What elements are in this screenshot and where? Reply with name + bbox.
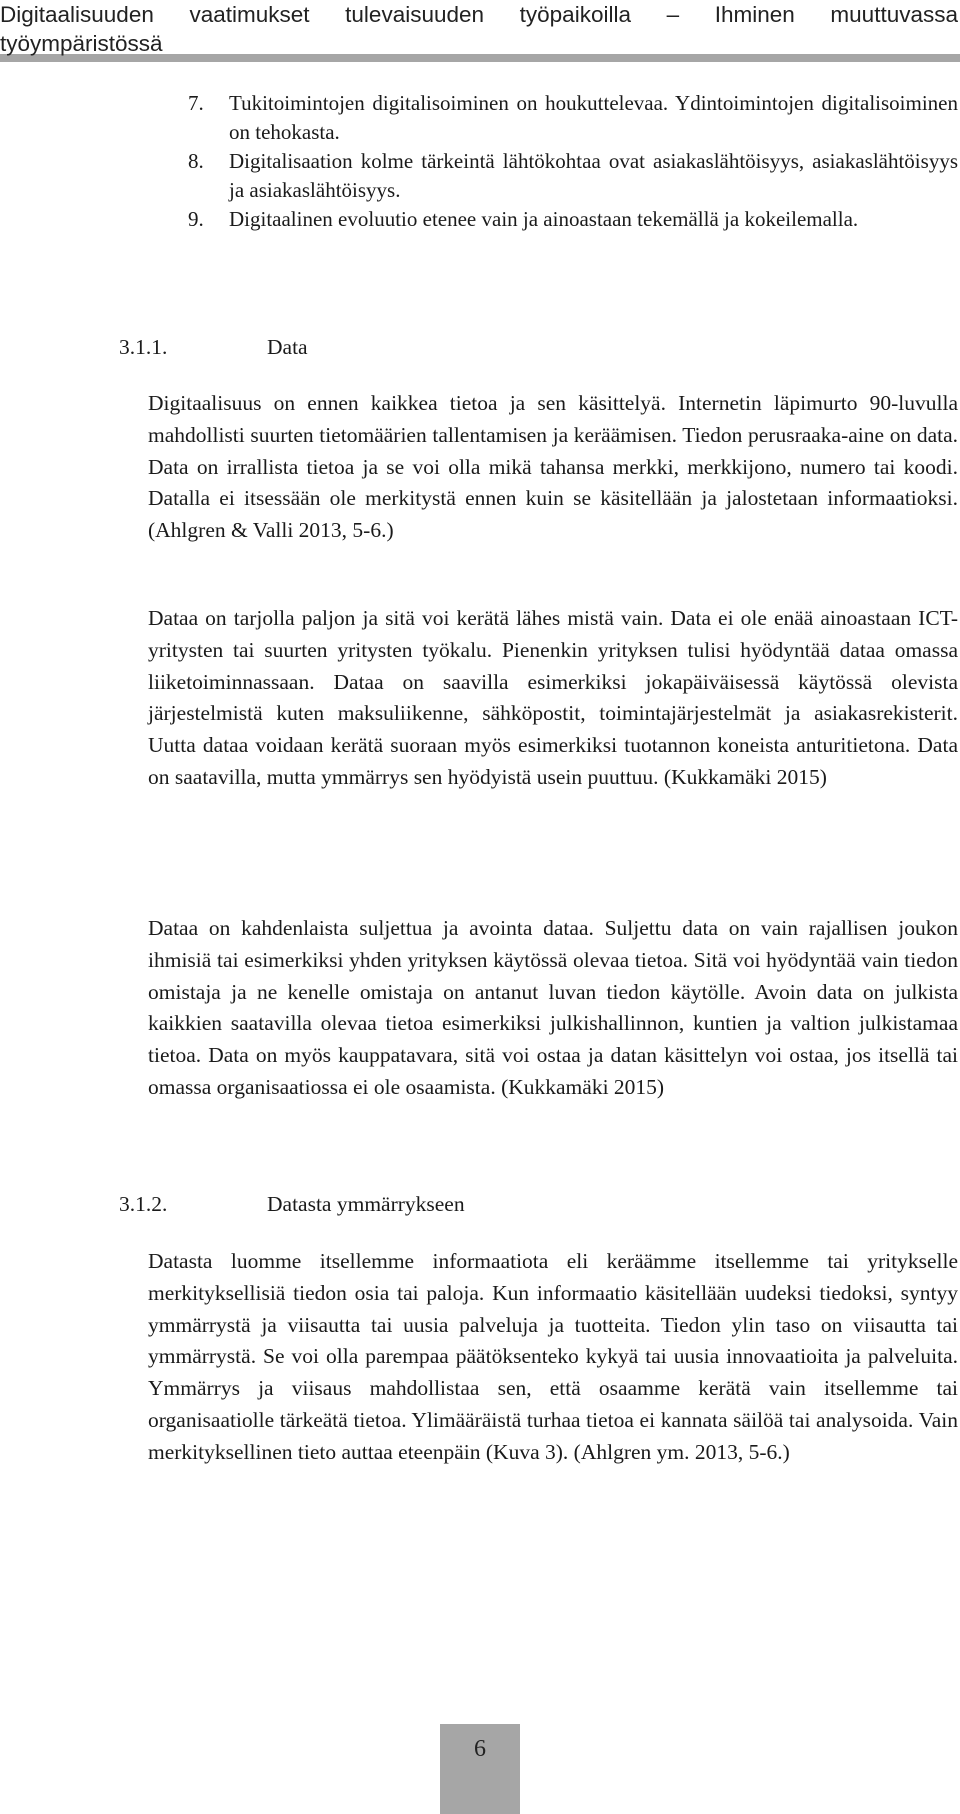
section-heading-data — [119, 333, 308, 362]
list-item-number: 9. — [188, 207, 204, 231]
list-item — [188, 147, 958, 205]
list-item — [188, 89, 958, 147]
running-header — [0, 0, 960, 62]
list-item-text: Digitaalinen evoluutio etenee vain ja ainoastaan tekemällä ja kokeilemalla. — [229, 207, 859, 231]
paragraph: Dataa on tarjolla paljon ja sitä voi kerätä lähes mistä vain. Data ei ole enää ainoastaan ICT-yritysten tai suurten yritysten työkalu. Pienenkin yrityksen tulisi hyödyntää dataa omassa liiketoiminnassaan. Dataa on saavilla esimerkiksi jokapäiväisessä käytössä olevista järjestelmistä kuten maksuliikenne, sähköpostit, toimintajärjestelmät ja asiakasrekisterit. Uutta dataa voidaan kerätä suoraan myös esimerkiksi tuotannon koneista anturitietona. Data on saatavilla, mutta ymmärrys sen hyödyistä usein puuttuu. (Kukkamäki 2015) — [148, 606, 958, 789]
header-word: muuttuvassa — [830, 2, 958, 27]
list-item-text: Tukitoimintojen digitalisoiminen on houkuttelevaa. Ydintoimintojen digitalisoiminen on tehokasta. — [229, 91, 958, 144]
header-word: – — [666, 2, 680, 27]
list-item-text: Digitalisaation kolme tärkeintä lähtökohtaa ovat asiakaslähtöisyys, asiakaslähtöisyys ja asiakaslähtöisyys. — [229, 149, 958, 202]
header-word: vaatimukset — [189, 2, 310, 27]
page-number-box — [440, 1724, 520, 1814]
paragraph: Digitaalisuus on ennen kaikkea tietoa ja sen käsittelyä. Internetin läpimurto 90-luvulla mahdollisti suurten tietomäärien tallentamisen ja keräämisen. Tiedon perusraaka-aine on data. Data on irrallista tietoa ja se voi olla mikä tahansa merkki, merkkijono, numero tai koodi. Datalla ei itsessään ole merkitystä ennen kuin se käsitellään ja jalostetaan informaatioksi. (Ahlgren & Valli 2013, 5-6.) — [148, 391, 958, 543]
section-title: Datasta ymmärrykseen — [267, 1192, 465, 1216]
paragraph: Datasta luomme itsellemme informaatiota eli keräämme itsellemme tai yritykselle merkityksellisiä tiedon osia tai paloja. Kun informaatio käsitellään uudeksi tiedoksi, syntyy ymmärrystä ja viisautta tai uusia palveluja ja tuotteita. Tiedon ylin taso on viisautta tai ymmärrystä. Se voi olla parempaa päätöksenteko kykyä tai uusia innovaatioita ja palveluita. Ymmärrys ja viisaus mahdollistaa sen, että osaamme kerätä vain itsellemme tai organisaatiolle tärkeätä tietoa. Ylimääräistä turhaa tietoa ei kannata säilöä tai analysoida. Vain merkityksellinen tieto auttaa eteenpäin (Kuva 3). (Ahlgren ym. 2013, 5-6.) — [148, 1249, 958, 1464]
running-header-line-2: työympäristössä — [0, 31, 163, 56]
section-number: 3.1.2. — [119, 1192, 168, 1216]
header-word: Digitaalisuuden — [0, 2, 154, 27]
list-item-number: 8. — [188, 149, 204, 173]
header-word: Ihminen — [714, 2, 795, 27]
header-word: tulevaisuuden — [345, 2, 485, 27]
paragraph: Dataa on kahdenlaista suljettua ja avointa dataa. Suljettu data on vain rajallisen joukon ihmisiä tai esimerkiksi yhden yrityksen käytössä olevaa tietoa. Sitä voi hyödyntää vain tiedon omistaja ja ne kenelle omistaja on antanut luvan tiedon käytölle. Avoin data on julkista kaikkien saatavilla olevaa tietoa esimerkiksi julkishallinnon, kuntien ja valtion julkistamaa tietoa. Data on myös kauppatavara, sitä voi ostaa ja datan käsittelyn voi ostaa, jos itsellä tai omassa organisaatiossa ei ole osaamista. (Kukkamäki 2015) — [148, 916, 958, 1099]
section-title: Data — [267, 335, 308, 359]
header-word: työpaikoilla — [519, 2, 631, 27]
section-number: 3.1.1. — [119, 335, 168, 359]
list-item-number: 7. — [188, 91, 204, 115]
section-heading-datasta-ymmarrykseen — [119, 1190, 465, 1219]
running-header-line-1 — [0, 0, 960, 29]
page-number: 6 — [474, 1736, 486, 1762]
list-item — [188, 205, 958, 234]
numbered-list — [188, 89, 958, 234]
